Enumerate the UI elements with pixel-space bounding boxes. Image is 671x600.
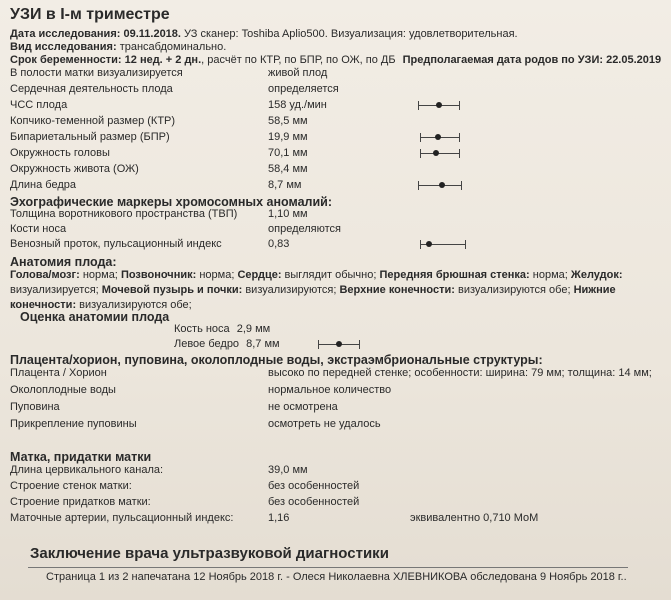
exam-type-label: Вид исследования: [10, 41, 117, 53]
footer-rule [28, 567, 628, 568]
row-value: 0,83 [268, 238, 290, 250]
row-label: Прикрепление пуповины [10, 418, 137, 430]
anatomy-heading: Анатомия плода: [10, 255, 117, 269]
row-value: 58,4 мм [268, 163, 308, 175]
fetus-row [10, 163, 660, 177]
row-value: определяются [268, 223, 341, 235]
fetus-row [10, 115, 660, 129]
scale-dot [336, 341, 342, 347]
anatomy-wall-value: норма; [529, 269, 571, 281]
left-femur-value: 8,7 [246, 338, 262, 350]
fetus-row [10, 179, 660, 193]
nasal-bone-value: 2,9 [236, 323, 253, 335]
row-value: 58,5 мм [268, 115, 308, 127]
row-label: Плацента / Хорион [10, 367, 107, 379]
left-femur-label: Левое бедро [174, 338, 240, 350]
uterus-row [10, 496, 660, 510]
anatomy-stomach-value: визуализируется; [10, 284, 102, 296]
uterus-row [10, 464, 660, 478]
marker-row [10, 238, 660, 252]
gestation-note: , расчёт по КТР, по БПР, по ОЖ, по ДБ [201, 54, 396, 66]
nasal-bone-label: Кость носа [174, 323, 230, 335]
anatomy-stomach-label: Желудок: [570, 269, 623, 281]
row-label: Пуповина [10, 401, 60, 413]
row-value: определяется [268, 83, 339, 95]
placenta-row [10, 418, 660, 432]
anatomy-lower-value: визуализируются обе; [76, 299, 192, 311]
row-value: без особенностей [268, 496, 360, 508]
row-label: Копчико-теменной размер (КТР) [10, 115, 176, 127]
fetus-row [10, 67, 660, 81]
row-value: 39,0 мм [268, 464, 308, 476]
row-label: Длина бедра [10, 179, 76, 191]
anatomy-bladder-label: Мочевой пузырь и почки: [101, 284, 243, 296]
anatomy-text [10, 268, 650, 313]
scale-dot [433, 150, 439, 156]
row-value: живой плод [268, 67, 328, 79]
row-value: осмотреть не удалось [268, 418, 381, 430]
row-value: 1,10 мм [268, 208, 308, 220]
exam-type-value: трансабдоминально. [119, 41, 227, 53]
exam-date-line [10, 28, 518, 40]
scale-hr [418, 101, 460, 111]
uterus-row [10, 512, 660, 526]
marker-row [10, 208, 660, 222]
placenta-row [10, 367, 660, 381]
anatomy-spine-value: норма; [196, 269, 238, 281]
row-label: Венозный проток, пульсационный индекс [10, 238, 222, 250]
scale-bpd [420, 133, 460, 143]
mom-equivalent: эквивалентно 0,710 МоМ [410, 512, 539, 524]
anatomy-bladder-value: визуализируются; [242, 284, 340, 296]
scale-dot [439, 182, 445, 188]
row-label: Околоплодные воды [10, 384, 116, 396]
uterus-heading: Матка, придатки матки [10, 450, 152, 464]
row-value: нормальное количество [268, 384, 392, 396]
scale-dv [420, 240, 466, 250]
scale-dot [426, 241, 432, 247]
anatomy-heart-value: выглядит обычно; [281, 269, 380, 281]
assessment-heading: Оценка анатомии плода [20, 310, 170, 324]
anatomy-wall-label: Передняя брюшная стенка: [379, 269, 530, 281]
row-value: 19,9 мм [268, 131, 308, 143]
row-label: Строение придатков матки: [10, 496, 151, 508]
row-value: 8,7 мм [268, 179, 302, 191]
row-value: высоко по передней стенке; особенности: ширина: 79 мм; толщина: 14 мм; [268, 367, 652, 379]
fetus-row [10, 83, 660, 97]
exam-date-value: 09.11.2018. [123, 28, 181, 40]
row-value: не осмотрена [268, 401, 338, 413]
footer-text: Страница 1 из 2 напечатана 12 Ноябрь 2018 г. - Олеся Николаевна ХЛЕВНИКОВА обследована 9 Ноябрь 2018 г.. [46, 571, 627, 583]
anatomy-lower-label: Нижние конечности: [10, 284, 616, 311]
row-label: Кости носа [10, 223, 67, 235]
row-label: Длина цервикального канала: [10, 464, 164, 476]
due-date: Предполагаемая дата родов по УЗИ: 22.05.2019 [402, 54, 662, 66]
row-label: ЧСС плода [10, 99, 68, 111]
marker-row [10, 223, 660, 237]
uterus-row [10, 480, 660, 494]
row-value: 1,16 [268, 512, 290, 524]
row-label: Бипариетальный размер (БПР) [10, 131, 170, 143]
row-label: Маточные артерии, пульсационный индекс: [10, 512, 234, 524]
exam-date-label: Дата исследования: [10, 28, 121, 40]
gestation-line [10, 54, 661, 66]
anatomy-head-value: норма; [79, 269, 121, 281]
row-value: 70,1 мм [268, 147, 308, 159]
gestation-label: Срок беременности: 12 нед. + 2 дн. [10, 54, 202, 66]
row-label: Окружность головы [10, 147, 110, 159]
placenta-row [10, 384, 660, 398]
row-value: без особенностей [268, 480, 360, 492]
left-femur-line [174, 338, 280, 350]
anatomy-upper-value: визуализируются обе; [454, 284, 574, 296]
nasal-bone-line [174, 323, 270, 335]
scale-fl [418, 181, 462, 191]
fetus-row [10, 147, 660, 161]
row-label: Толщина воротникового пространства (ТВП) [10, 208, 238, 220]
conclusion-heading: Заключение врача ультразвуковой диагностики [30, 545, 389, 562]
row-value: 158 уд./мин [268, 99, 327, 111]
anatomy-head-label: Голова/мозг: [10, 269, 80, 281]
scale-hc [420, 149, 460, 159]
placenta-row [10, 401, 660, 415]
fetus-row [10, 99, 660, 113]
placenta-heading: Плацента/хорион, пуповина, околоплодные воды, экстраэмбриональные структуры: [10, 353, 543, 367]
scanner-text: УЗ сканер: Toshiba Aplio500. Визуализация: удовлетворительная. [184, 28, 518, 40]
fetus-row [10, 131, 660, 145]
anatomy-spine-label: Позвоночник: [120, 269, 197, 281]
scale-dot [435, 134, 441, 140]
anatomy-heart-label: Сердце: [237, 269, 282, 281]
nasal-bone-unit: мм [255, 323, 271, 335]
report-title: УЗИ в I-м триместре [10, 6, 170, 23]
markers-heading: Эхографические маркеры хромосомных аномалий: [10, 195, 333, 209]
row-label: Сердечная деятельность плода [10, 83, 173, 95]
exam-type-line [10, 41, 226, 53]
left-femur-unit: мм [264, 338, 280, 350]
row-label: Строение стенок матки: [10, 480, 132, 492]
row-label: Окружность живота (ОЖ) [10, 163, 139, 175]
scale-left-femur [318, 340, 360, 350]
anatomy-upper-label: Верхние конечности: [339, 284, 455, 296]
row-label: В полости матки визуализируется [10, 67, 183, 79]
scale-dot [436, 102, 442, 108]
